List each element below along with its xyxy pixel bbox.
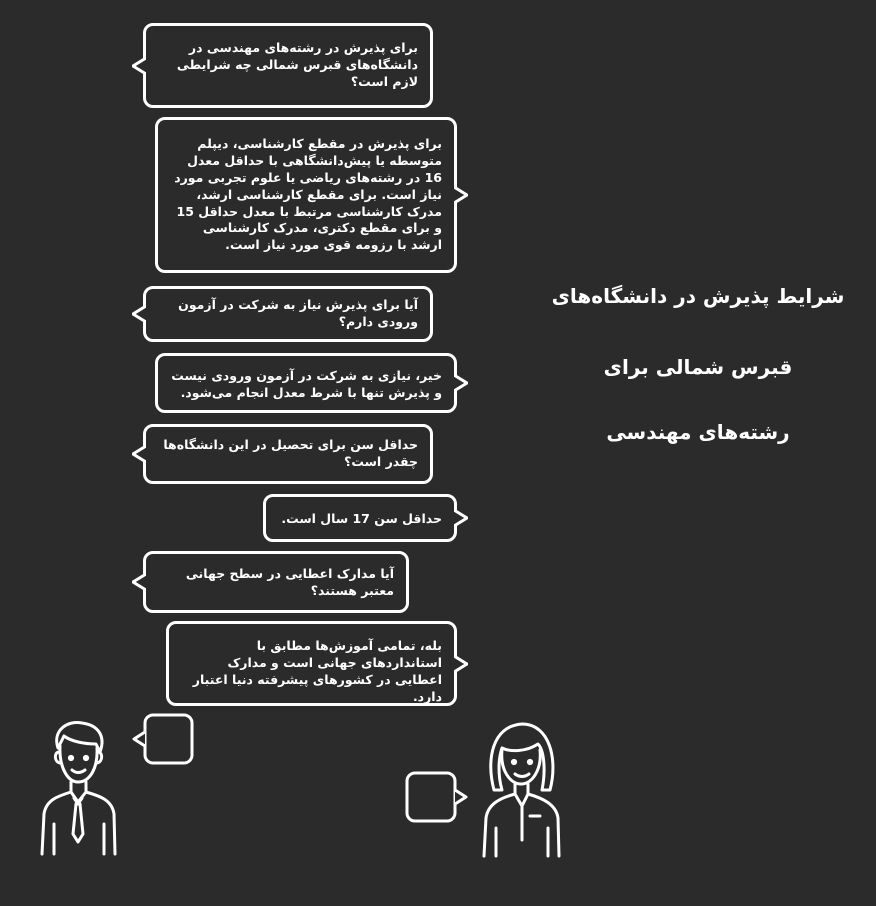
- title-line-2: قبرس شمالی برای: [603, 355, 793, 379]
- message-text: حداقل سن 17 سال است.: [281, 511, 442, 526]
- question-bubble-1: [143, 23, 433, 108]
- question-bubble-2: [143, 286, 433, 342]
- title-line-1: شرایط پذیرش در دانشگاه‌های: [551, 284, 845, 308]
- female-avatar-icon: [480, 720, 562, 860]
- bubble-tail-left: [132, 57, 146, 75]
- message-text: برای پذیرش در رشته‌های مهندسی در دانشگاه‌های قبرس شمالی چه شرایطی لازم است؟: [176, 40, 418, 89]
- message-text: برای پذیرش در مقطع کارشناسی، دیپلم متوسطه یا پیش‌دانشگاهی با حداقل معدل 16 در رشته‌های ریاضی یا علوم تجربی مورد نیاز است. برای مقطع کارشناسی ارشد، مدرک کارشناسی مرتبط با معدل حداقل 15 و برای مقطع دکتری، مدرک کارشناسی ارشد با رزومه قوی مورد نیاز است.: [174, 136, 442, 253]
- question-bubble-4: [143, 551, 409, 613]
- message-text: بله، تمامی آموزش‌ها مطابق با استانداردهای جهانی است و مدارک اعطایی در کشورهای پیشرفته دنیا اعتبار دارد.: [192, 638, 442, 704]
- answer-bubble-3: [263, 494, 457, 542]
- answer-bubble-4: [166, 621, 457, 706]
- bubble-tail-right: [454, 374, 468, 392]
- title-line-3: رشته‌های مهندسی: [606, 420, 790, 444]
- message-text: آیا برای پذیرش نیاز به شرکت در آزمون ورودی دارم؟: [178, 297, 418, 329]
- bubble-tail-right: [454, 186, 468, 204]
- answer-bubble-2: [155, 353, 457, 413]
- bubble-tail-left: [132, 445, 146, 463]
- male-avatar-icon: [38, 718, 118, 858]
- message-text: آیا مدارک اعطایی در سطح جهانی معتبر هستند؟: [185, 566, 394, 598]
- question-bubble-3: [143, 424, 433, 484]
- bubble-tail-left: [132, 305, 146, 323]
- empty-speech-bubble-icon: [130, 712, 196, 768]
- bubble-tail-left: [132, 573, 146, 591]
- empty-speech-bubble-icon: [404, 770, 470, 826]
- message-text: خیر، نیازی به شرکت در آزمون ورودی نیست و پذیرش تنها با شرط معدل انجام می‌شود.: [171, 368, 442, 400]
- bubble-tail-right: [454, 655, 468, 673]
- message-text: حداقل سن برای تحصیل در این دانشگاه‌ها چقدر است؟: [163, 437, 418, 469]
- answer-bubble-1: [155, 117, 457, 273]
- bubble-tail-right: [454, 509, 468, 527]
